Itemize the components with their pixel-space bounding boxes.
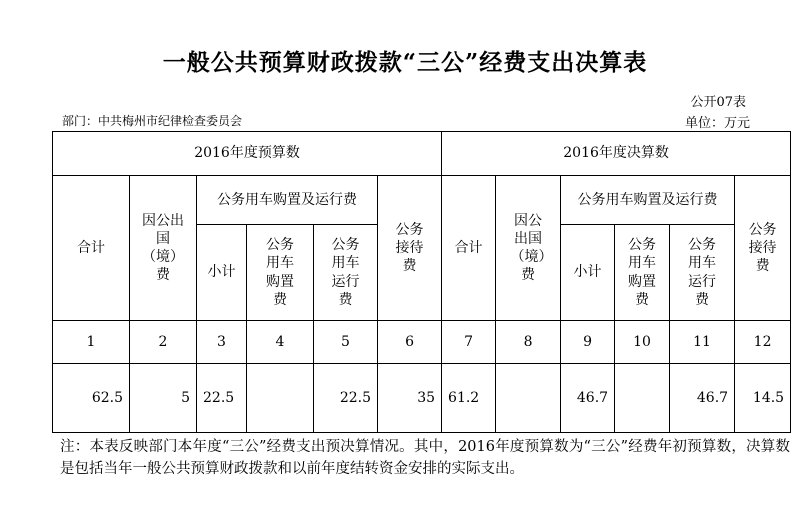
budget-vehicle-header: 公务用车购置及运行费 bbox=[197, 176, 378, 225]
expenditure-table bbox=[52, 131, 791, 433]
budget-abroad-header: 因公出国（境）费 bbox=[130, 176, 197, 321]
budget-subtotal-header: 小计 bbox=[197, 225, 247, 321]
department-label: 部门：中共梅州市纪律检查委员会 bbox=[62, 114, 243, 128]
column-number: 8 bbox=[496, 321, 561, 364]
final-total-value: 61.2 bbox=[442, 364, 496, 433]
footnote: 注：本表反映部门本年度“三公”经费支出预决算情况。其中，2016年度预算数为“三公”经费年初预算数，决算数是包括当年一般公共预算财政拨款和以前年度结转资金安排的实际支出。 bbox=[60, 439, 790, 477]
final-abroad-header: 因公出国（境）费 bbox=[496, 176, 561, 321]
column-number: 12 bbox=[735, 321, 791, 364]
final-group-header: 2016年度决算数 bbox=[442, 132, 791, 176]
budget-purchase-value bbox=[247, 364, 314, 433]
final-purchase-header: 公务用车购置费 bbox=[615, 225, 670, 321]
final-vehicle-header: 公务用车购置及运行费 bbox=[561, 176, 735, 225]
budget-purchase-header: 公务用车购置费 bbox=[247, 225, 314, 321]
page-title: 一般公共预算财政拨款“三公”经费支出决算表 bbox=[162, 49, 648, 76]
final-total-header: 合计 bbox=[442, 176, 496, 321]
final-purchase-value bbox=[615, 364, 670, 433]
value-row bbox=[53, 364, 791, 433]
unit-label: 单位：万元 bbox=[684, 116, 750, 131]
final-operation-value: 46.7 bbox=[670, 364, 735, 433]
header-row-1 bbox=[53, 176, 791, 225]
table-code: 公开07表 bbox=[690, 95, 746, 110]
budget-total-header: 合计 bbox=[53, 176, 130, 321]
final-reception-header: 公务接待费 bbox=[735, 176, 791, 321]
budget-subtotal-value: 22.5 bbox=[197, 364, 247, 433]
budget-operation-header: 公务用车运行费 bbox=[314, 225, 378, 321]
column-number: 5 bbox=[314, 321, 378, 364]
final-operation-header: 公务用车运行费 bbox=[670, 225, 735, 321]
final-abroad-value bbox=[496, 364, 561, 433]
column-number: 11 bbox=[670, 321, 735, 364]
final-reception-value: 14.5 bbox=[735, 364, 791, 433]
column-number: 10 bbox=[615, 321, 670, 364]
final-subtotal-header: 小计 bbox=[561, 225, 615, 321]
column-number: 6 bbox=[378, 321, 442, 364]
budget-total-value: 62.5 bbox=[53, 364, 130, 433]
column-number: 1 bbox=[53, 321, 130, 364]
column-number: 4 bbox=[247, 321, 314, 364]
column-number: 2 bbox=[130, 321, 197, 364]
column-number: 9 bbox=[561, 321, 615, 364]
budget-group-header: 2016年度预算数 bbox=[53, 132, 442, 176]
column-number: 7 bbox=[442, 321, 496, 364]
column-number: 3 bbox=[197, 321, 247, 364]
budget-reception-value: 35 bbox=[378, 364, 442, 433]
budget-abroad-value: 5 bbox=[130, 364, 197, 433]
column-number-row bbox=[53, 321, 791, 364]
budget-reception-header: 公务接待费 bbox=[378, 176, 442, 321]
final-subtotal-value: 46.7 bbox=[561, 364, 615, 433]
group-header-row bbox=[53, 132, 791, 176]
budget-operation-value: 22.5 bbox=[314, 364, 378, 433]
